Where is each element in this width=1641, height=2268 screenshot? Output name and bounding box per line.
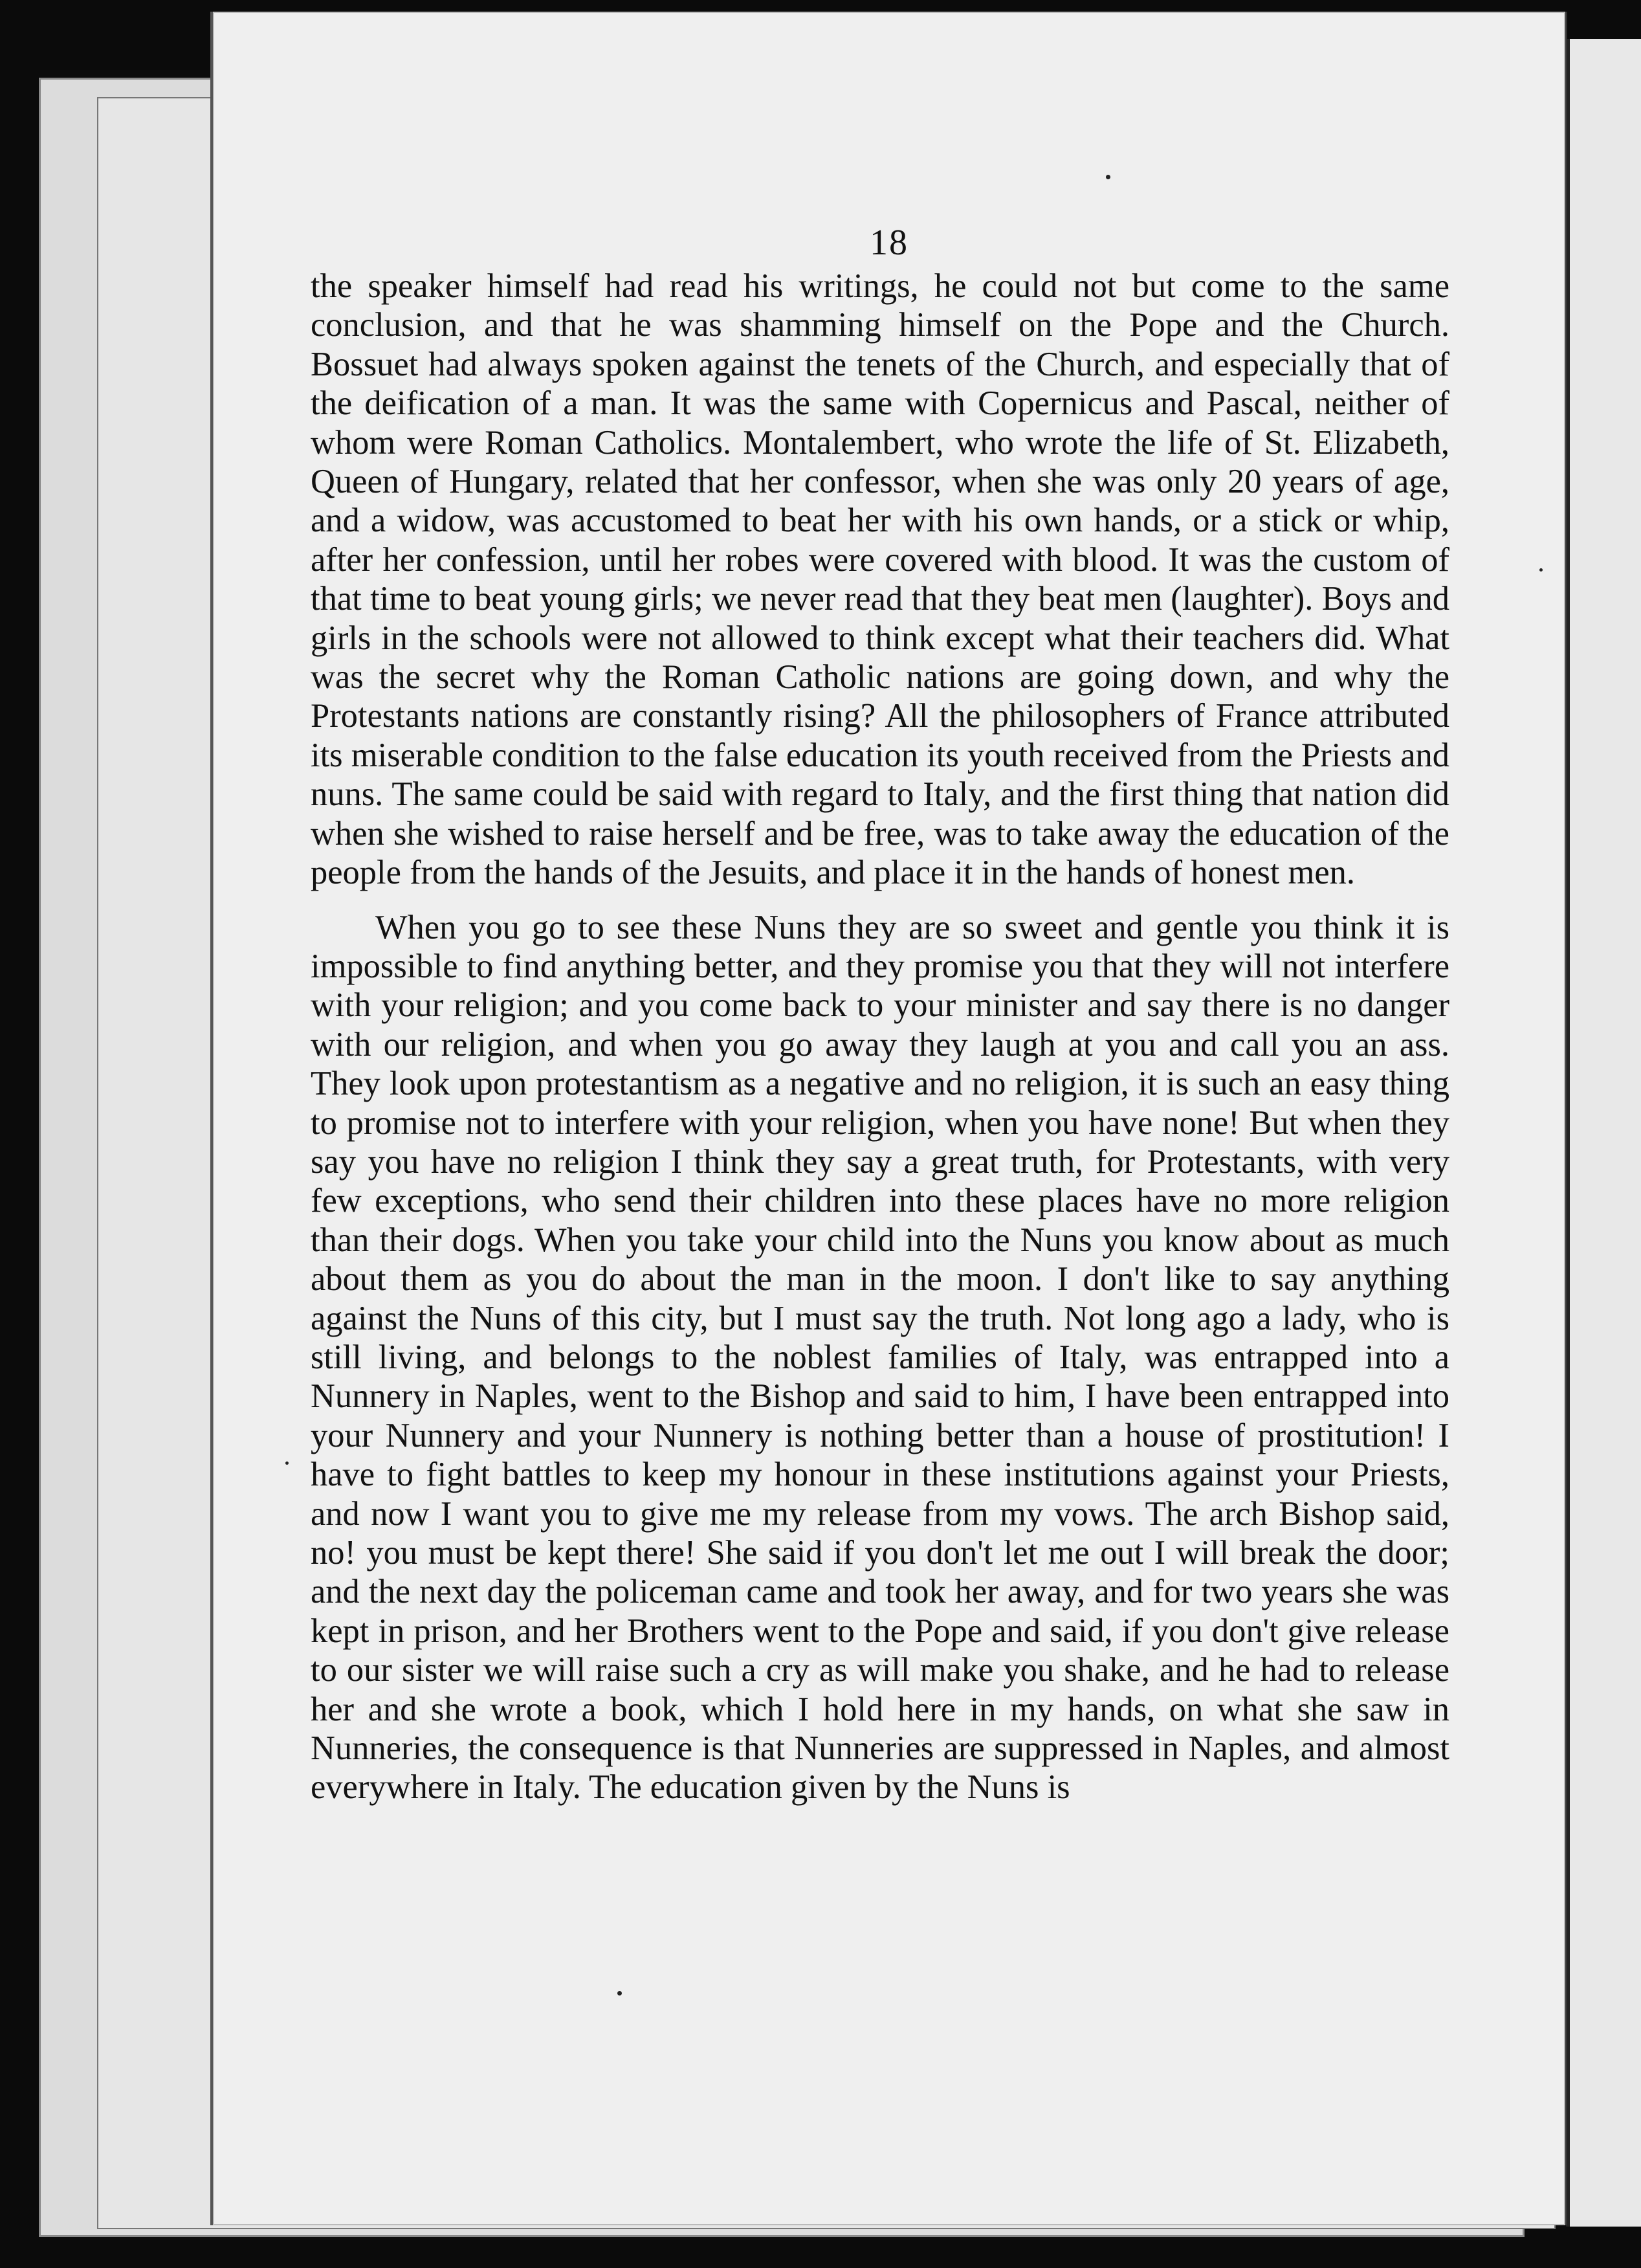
page-number: 18 (870, 223, 909, 263)
scan-speck (1539, 568, 1543, 572)
adjacent-page-edge (1566, 39, 1641, 2227)
scan-speck (1106, 175, 1110, 179)
scan-speck (285, 1462, 289, 1465)
paragraph: the speaker himself had read his writings, he could not but come to the same conclusion, and that he was shamming himself on the Pope and the Church. Bossuet had always spoken against the tenets of the Church, and especially that of the deification of a man. It was the same with Copernicus and Pascal, neither of whom were Roman Catholics. Montalembert, who wrote the life of St. Elizabeth, Queen of Hungary, related that her confessor, when she was only 20 years of age, and a widow, was accustomed to beat her with his own hands, or a stick or whip, after her confession, until her robes were covered with blood. It was the custom of that time to beat young girls; we never read that they beat men (laughter). Boys and girls in the schools were not allowed to think except what their teachers did. What was the secret why the Roman Catholic nations are going down, and why the Protestants nations are constantly rising? All the philosophers of France attributed its miserable condition to the false education its youth received from the Priests and nuns. The same could be said with regard to Italy, and the first thing that nation did when she wished to raise herself and be free, was to take away the education of the people from the hands of the Jesuits, and place it in the hands of honest men. (311, 267, 1449, 892)
scan-speck (617, 1991, 622, 1996)
paragraph: When you go to see these Nuns they are so sweet and gentle you think it is impossible to find anything better, and they promise you that they will not interfere with your religion; and you come back to your minister and say there is no danger with our religion, and when you go away they laugh at you and call you an ass. They look upon protestantism as a negative and no religion, it is such an easy thing to promise not to interfere with your religion, when you have none! But when they say you have no religion I think they say a great truth, for Protestants, with very few exceptions, who send their children into these places have no more religion than their dogs. When you take your child into the Nuns you know about as much about them as you do about the man in the moon. I don't like to say anything against the Nuns of this city, but I must say the truth. Not long ago a lady, who is still living, and belongs to the noblest families of Italy, was entrapped into a Nunnery in Naples, went to the Bishop and said to him, I have been entrapped into your Nunnery and your Nunnery is nothing better than a house of prostitution! I have to fight battles to keep my honour in these institutions against your Priests, and now I want you to give me my release from my vows. The arch Bishop said, no! you must be kept there! She said if you don't let me out I will break the door; and the next day the policeman came and took her away, and for two years she was kept in prison, and her Brothers went to the Pope and said, if you don't give release to our sister we will raise such a cry as will make you shake, and he had to release her and she wrote a book, which I hold here in my hands, on what she saw in Nunneries, the consequence is that Nunneries are suppressed in Naples, and almost everywhere in Italy. The education given by the Nuns is (311, 908, 1449, 1807)
body-text (311, 267, 1449, 1807)
